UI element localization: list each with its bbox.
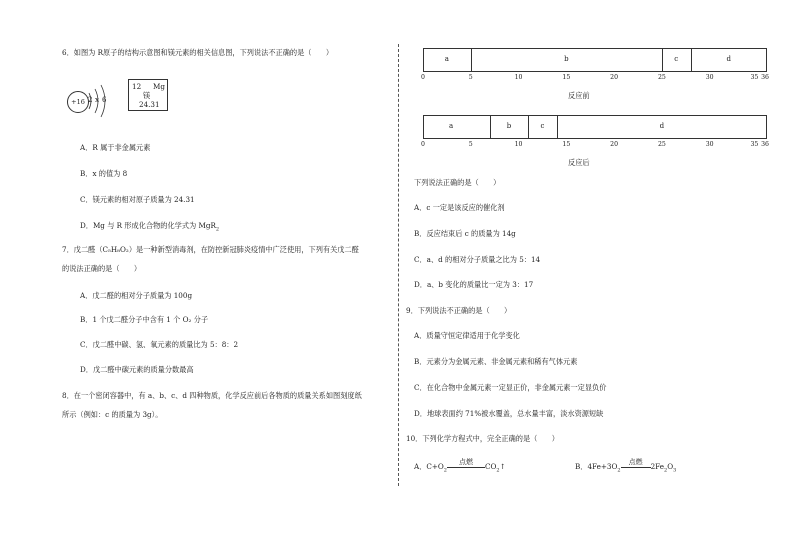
segment-c [528, 116, 558, 138]
segment-d [691, 49, 767, 71]
mg-atomic-mass: 24.31 [139, 100, 160, 109]
tick-label: 25 [657, 141, 666, 148]
tick-label: 10 [514, 74, 523, 81]
q10-option-a: A．$C+O_2$ 点燃 $CO_2↑$ [414, 458, 506, 474]
q7-stem-line1: 7．戊二醛（C₅H₈O₂）是一种新型消毒剂，在防控新冠肺炎疫情中广泛使用，下列有关戊二醛 [62, 245, 359, 254]
segment-label-d: d [659, 122, 665, 130]
tick-label: 5 [468, 74, 473, 81]
scale-bar-before [423, 48, 767, 72]
mg-symbol: Mg [153, 82, 165, 91]
shell3-count: 6 [102, 96, 107, 104]
q6-option-b: B．x 的值为 8 [80, 169, 128, 178]
segment-label-c: c [674, 55, 679, 63]
atom-structure-diagram [62, 80, 122, 124]
q7-option-d: D．戊二醛中碳元素的质量分数最高 [80, 365, 194, 374]
tick-label: 30 [705, 74, 714, 81]
tick-label: 35 [750, 74, 759, 81]
tick-label: 10 [514, 141, 523, 148]
nucleus-charge: +16 [67, 91, 89, 113]
q8-option-b: B．反应结束后 c 的质量为 14g [414, 229, 516, 238]
segment-label-d: d [726, 55, 732, 63]
tick-labels-after [423, 141, 767, 150]
segment-b [490, 116, 529, 138]
tick-label: 35 [750, 141, 759, 148]
segment-a [423, 49, 472, 71]
q10-stem: 10．下列化学方程式中，完全正确的是（ ） [406, 434, 559, 443]
q7-stem-line2: 的说法正确的是（ ） [62, 264, 142, 273]
q6-option-a: A．R 属于非金属元素 [80, 143, 151, 152]
mg-name: 镁 [143, 91, 151, 100]
segment-a [423, 116, 491, 138]
q8-option-c: C．a、d 的相对分子质量之比为 5：14 [414, 255, 541, 264]
magnesium-element-card [128, 79, 168, 111]
q7-option-c: C．戊二醛中碳、氢、氧元素的质量比为 5：8：2 [80, 340, 239, 349]
tick-label: 5 [468, 141, 473, 148]
shell1-count: 2 [88, 96, 93, 104]
segment-label-a: a [448, 122, 454, 130]
q8-stem-line1: 8．在一个密闭容器中，有 a、b、c、d 四种物质，化学反应前后各物质的质量关系如图刻度纸 [62, 391, 362, 400]
tick-label: 0 [421, 74, 425, 81]
chart-caption-after: 反应后 [568, 158, 590, 167]
shell2-count: x [95, 96, 99, 104]
q8-option-d: D．a、b 变化的质量比一定为 3：17 [414, 280, 534, 289]
segment-label-a: a [444, 55, 449, 63]
tick-label: 20 [610, 74, 619, 81]
q8-prompt: 下列说法正确的是（ ） [414, 178, 501, 187]
tick-labels-before [423, 74, 767, 83]
segment-d [557, 116, 767, 138]
tick-label: 36 [761, 74, 769, 81]
tick-label: 15 [562, 141, 571, 148]
q8-option-a: A．c 一定是该反应的催化剂 [414, 203, 505, 212]
q9-option-d: D．地球表面约 71%被水覆盖，总水量丰富，淡水资源短缺 [414, 409, 604, 418]
tick-label: 36 [761, 141, 769, 148]
chart-caption-before: 反应前 [568, 91, 590, 100]
q7-option-a: A．戊二醛的相对分子质量为 100g [80, 291, 193, 300]
segment-c [662, 49, 692, 71]
q7-option-b: B．1 个戊二醛分子中含有 1 个 O₂ 分子 [80, 315, 209, 324]
column-divider [398, 44, 399, 486]
segment-label-c: c [540, 122, 545, 130]
q6-stem: 6．如图为 R原子的结构示意图和镁元素的相关信息图，下列说法不正确的是（ ） [62, 48, 334, 57]
q9-option-b: B．元素分为金属元素、非金属元素和稀有气体元素 [414, 357, 578, 366]
scale-bar-after [423, 115, 767, 139]
q6-option-d: D．Mg 与 R 形成化合物的化学式为 MgR$_2$ [80, 221, 220, 233]
q6-option-c: C．镁元素的相对原子质量为 24.31 [80, 195, 195, 204]
q9-option-a: A．质量守恒定律适用于化学变化 [414, 331, 520, 340]
mg-atomic-number: 12 [132, 82, 142, 91]
q8-stem-line2: 所示（例如：c 的质量为 3g）。 [62, 410, 163, 419]
segment-b [471, 49, 663, 71]
tick-label: 30 [705, 141, 714, 148]
segment-label-b: b [506, 122, 512, 130]
segment-label-b: b [564, 55, 569, 63]
q10-option-b: B．$4Fe+3O_2$ 点燃 $2Fe_2O_3$ [575, 458, 677, 474]
q9-stem: 9．下列说法不正确的是（ ） [406, 306, 512, 315]
tick-label: 0 [421, 141, 425, 148]
tick-label: 20 [610, 141, 619, 148]
q9-option-c: C．在化合物中金属元素一定显正价，非金属元素一定显负价 [414, 383, 607, 392]
tick-label: 25 [657, 74, 666, 81]
tick-label: 15 [562, 74, 571, 81]
